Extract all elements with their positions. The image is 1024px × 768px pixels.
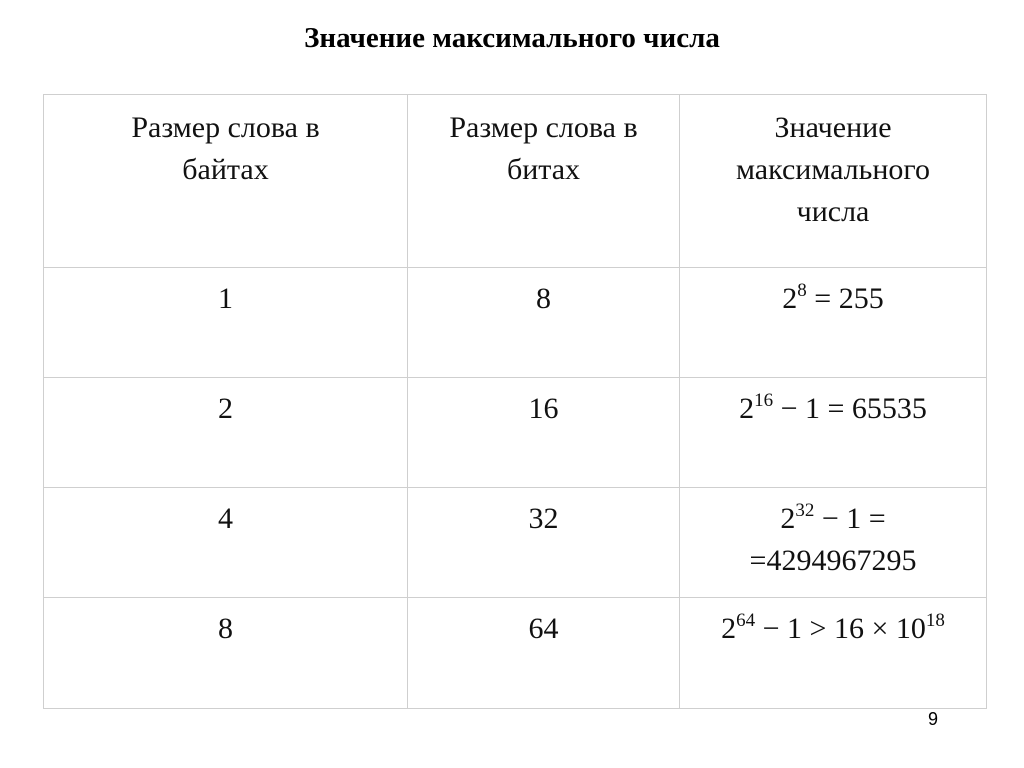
power-exponent: 64 <box>736 610 756 631</box>
bits-cell <box>408 268 680 378</box>
header-max-value-label: Значение максимального числа <box>736 111 930 228</box>
table-header-row <box>44 95 987 268</box>
bytes-value: 8 <box>218 612 233 645</box>
formula-rest: − 1 = <box>814 502 886 535</box>
power-exponent: 8 <box>797 280 807 301</box>
power-exponent: 32 <box>795 500 815 521</box>
formula-rest: − 1 > 16 × 10 <box>755 612 926 645</box>
max-value-table <box>43 94 987 709</box>
bytes-cell <box>44 268 408 378</box>
formula-second-line: =4294967295 <box>749 544 917 577</box>
bytes-cell <box>44 598 408 709</box>
bits-cell <box>408 488 680 598</box>
formula-rest: − 1 = 65535 <box>773 392 927 425</box>
max-value-cell <box>680 488 987 598</box>
table-row <box>44 488 987 598</box>
header-bits-label: Размер слова в битах <box>449 111 638 186</box>
power-exponent-2: 18 <box>925 610 945 631</box>
table-row <box>44 378 987 488</box>
bits-value: 32 <box>528 502 559 535</box>
bytes-value: 2 <box>218 392 233 425</box>
bytes-cell <box>44 378 408 488</box>
power-base: 2 <box>780 502 796 535</box>
max-value-cell <box>680 378 987 488</box>
header-max-value <box>680 95 987 268</box>
bytes-value: 1 <box>218 282 233 315</box>
power-base: 2 <box>721 612 737 645</box>
bits-value: 64 <box>528 612 559 645</box>
page-number: 9 <box>927 709 938 729</box>
power-base: 2 <box>782 282 798 315</box>
power-exponent: 16 <box>754 390 774 411</box>
bytes-value: 4 <box>218 502 233 535</box>
bytes-cell <box>44 488 408 598</box>
header-bytes <box>44 95 408 268</box>
bits-value: 16 <box>528 392 559 425</box>
table-row <box>44 598 987 709</box>
table-row <box>44 268 987 378</box>
max-value-cell <box>680 268 987 378</box>
formula-rest: = 255 <box>806 282 884 315</box>
max-value-cell <box>680 598 987 709</box>
power-base: 2 <box>739 392 755 425</box>
bits-value: 8 <box>536 282 551 315</box>
header-bytes-label: Размер слова в байтах <box>131 111 320 186</box>
bits-cell <box>408 598 680 709</box>
header-bits <box>408 95 680 268</box>
page-title: Значение максимального числа <box>304 22 720 54</box>
bits-cell <box>408 378 680 488</box>
